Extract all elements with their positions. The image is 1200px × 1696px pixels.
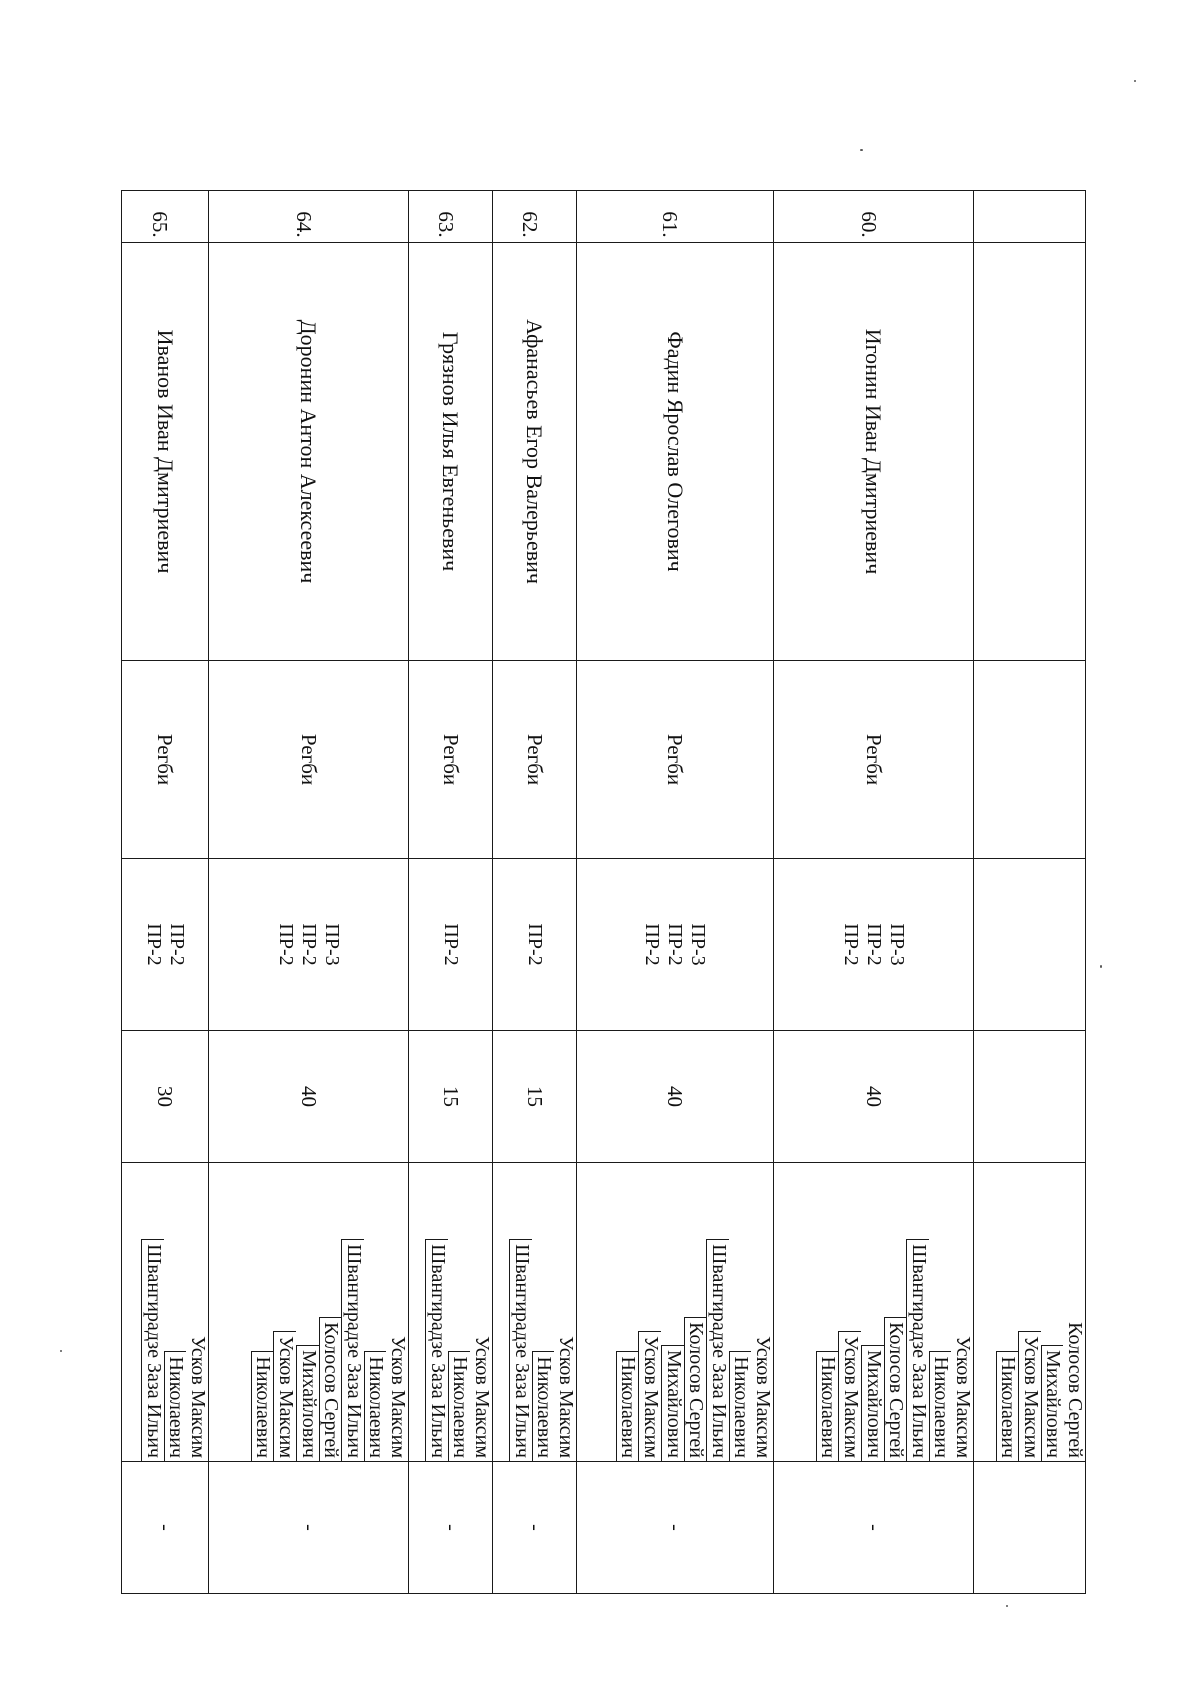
sport-name: Регби	[209, 661, 409, 859]
coach-name-line: Николаевич	[616, 1351, 639, 1461]
scan-speck	[60, 1350, 62, 1352]
hours-value: 40	[209, 1031, 409, 1163]
student-name: Игонин Иван Дмитриевич	[774, 243, 974, 661]
row-number: 62.	[493, 191, 577, 243]
note-value: -	[209, 1462, 409, 1594]
coach-name-line: Усков Максим	[273, 1331, 296, 1461]
coach-name-line: Николаевич	[532, 1351, 555, 1461]
student-name: Фадин Ярослав Олегович	[577, 243, 774, 661]
coach-name-line: Усков Максим	[838, 1331, 861, 1461]
coach-name-line: Швангирадзе Заза Ильич	[906, 1239, 929, 1461]
student-name: Афанасьев Егор Валерьевич	[493, 243, 577, 661]
coach-name-line: Колосов Сергей	[684, 1317, 707, 1461]
student-name	[974, 243, 1086, 661]
note-value: -	[122, 1462, 209, 1594]
group-list	[122, 859, 209, 1031]
hours-value: 40	[774, 1031, 974, 1163]
group-list	[577, 859, 774, 1031]
hours-value	[974, 1031, 1086, 1163]
coach-name-line: Михайлович	[1041, 1345, 1064, 1461]
student-name: Доронин Антон Алексеевич	[209, 243, 409, 661]
table-row	[577, 191, 774, 1594]
table-row	[209, 191, 409, 1594]
sport-name: Регби	[774, 661, 974, 859]
group-code: ПР-2	[641, 923, 664, 966]
coach-name-line: Николаевич	[364, 1351, 387, 1461]
hours-value: 15	[493, 1031, 577, 1163]
coach-name-line: Усков Максим	[555, 1336, 577, 1458]
registry-table	[121, 190, 1086, 1594]
scan-speck	[1100, 965, 1102, 968]
group-list	[974, 859, 1086, 1031]
group-list	[493, 859, 577, 1031]
coach-name-line: Швангирадзе Заза Ильич	[141, 1239, 164, 1461]
hours-value: 40	[577, 1031, 774, 1163]
group-code: ПР-2	[863, 923, 885, 966]
group-code: ПР-2	[143, 923, 165, 966]
coach-name-line: Швангирадзе Заза Ильич	[425, 1239, 448, 1461]
coach-name-line: Николаевич	[996, 1351, 1019, 1461]
coach-list	[577, 1163, 774, 1462]
coach-list	[209, 1163, 409, 1462]
coach-name-line: Михайлович	[661, 1345, 684, 1461]
row-number	[974, 191, 1086, 243]
group-code: ПР-2	[840, 923, 862, 966]
row-number: 61.	[577, 191, 774, 243]
group-code: ПР-3	[687, 923, 710, 966]
table-row	[493, 191, 577, 1594]
coach-name-line: Николаевич	[251, 1351, 274, 1461]
coach-name-line: Швангирадзе Заза Ильич	[706, 1239, 729, 1461]
coach-name-line: Михайлович	[296, 1345, 319, 1461]
coach-name-line: Усков Максим	[471, 1336, 493, 1458]
group-code: ПР-2	[298, 923, 320, 966]
group-code: ПР-3	[886, 923, 908, 966]
group-code: ПР-2	[166, 923, 188, 966]
coach-name-line: Николаевич	[929, 1351, 952, 1461]
group-list	[409, 859, 493, 1031]
note-value: -	[774, 1462, 974, 1594]
coach-list	[974, 1163, 1086, 1462]
coach-name-line: Николаевич	[448, 1351, 471, 1461]
coach-name-line: Николаевич	[729, 1351, 752, 1461]
coach-name-line: Николаевич	[164, 1351, 187, 1461]
note-value: -	[493, 1462, 577, 1594]
coach-name-line: Усков Максим	[187, 1336, 209, 1458]
rotated-table-container	[122, 190, 1086, 1593]
coach-name-line: Усков Максим	[952, 1336, 974, 1458]
student-name: Грязнов Илья Евгеньевич	[409, 243, 493, 661]
table-row	[409, 191, 493, 1594]
row-number: 65.	[122, 191, 209, 243]
coach-list	[122, 1163, 209, 1462]
sport-name	[974, 661, 1086, 859]
group-code: ПР-2	[524, 923, 546, 966]
group-code: ПР-2	[275, 923, 297, 966]
coach-name-line: Михайлович	[861, 1345, 884, 1461]
scan-speck	[1006, 1605, 1008, 1607]
student-name: Иванов Иван Дмитриевич	[122, 243, 209, 661]
note-value: -	[409, 1462, 493, 1594]
row-number: 64.	[209, 191, 409, 243]
sport-name: Регби	[577, 661, 774, 859]
coach-name-line: Усков Максим	[387, 1336, 409, 1458]
coach-name-line: Николаевич	[816, 1351, 839, 1461]
coach-list	[409, 1163, 493, 1462]
sport-name: Регби	[122, 661, 209, 859]
sport-name: Регби	[493, 661, 577, 859]
group-list	[774, 859, 974, 1031]
coach-list	[774, 1163, 974, 1462]
row-number: 63.	[409, 191, 493, 243]
hours-value: 30	[122, 1031, 209, 1163]
group-code: ПР-3	[321, 923, 343, 966]
table-row	[122, 191, 209, 1594]
scan-speck	[860, 149, 863, 151]
coach-name-line: Швангирадзе Заза Ильич	[341, 1239, 364, 1461]
table-row	[774, 191, 974, 1594]
note-value	[974, 1462, 1086, 1594]
note-value: -	[577, 1462, 774, 1594]
coach-list	[493, 1163, 577, 1462]
coach-name-line: Швангирадзе Заза Ильич	[509, 1239, 532, 1461]
coach-name-line: Усков Максим	[752, 1336, 774, 1458]
sport-name: Регби	[409, 661, 493, 859]
coach-name-line: Усков Максим	[638, 1331, 661, 1461]
scan-speck	[1134, 80, 1136, 82]
coach-name-line: Колосов Сергей	[884, 1317, 907, 1461]
hours-value: 15	[409, 1031, 493, 1163]
group-list	[209, 859, 409, 1031]
group-code: ПР-2	[440, 923, 462, 966]
group-code: ПР-2	[664, 923, 687, 966]
coach-name-line: Колосов Сергей	[319, 1317, 342, 1461]
coach-name-line: Усков Максим	[1018, 1331, 1041, 1461]
table-row	[974, 191, 1086, 1594]
row-number: 60.	[774, 191, 974, 243]
coach-name-line: Колосов Сергей	[1064, 1322, 1086, 1458]
